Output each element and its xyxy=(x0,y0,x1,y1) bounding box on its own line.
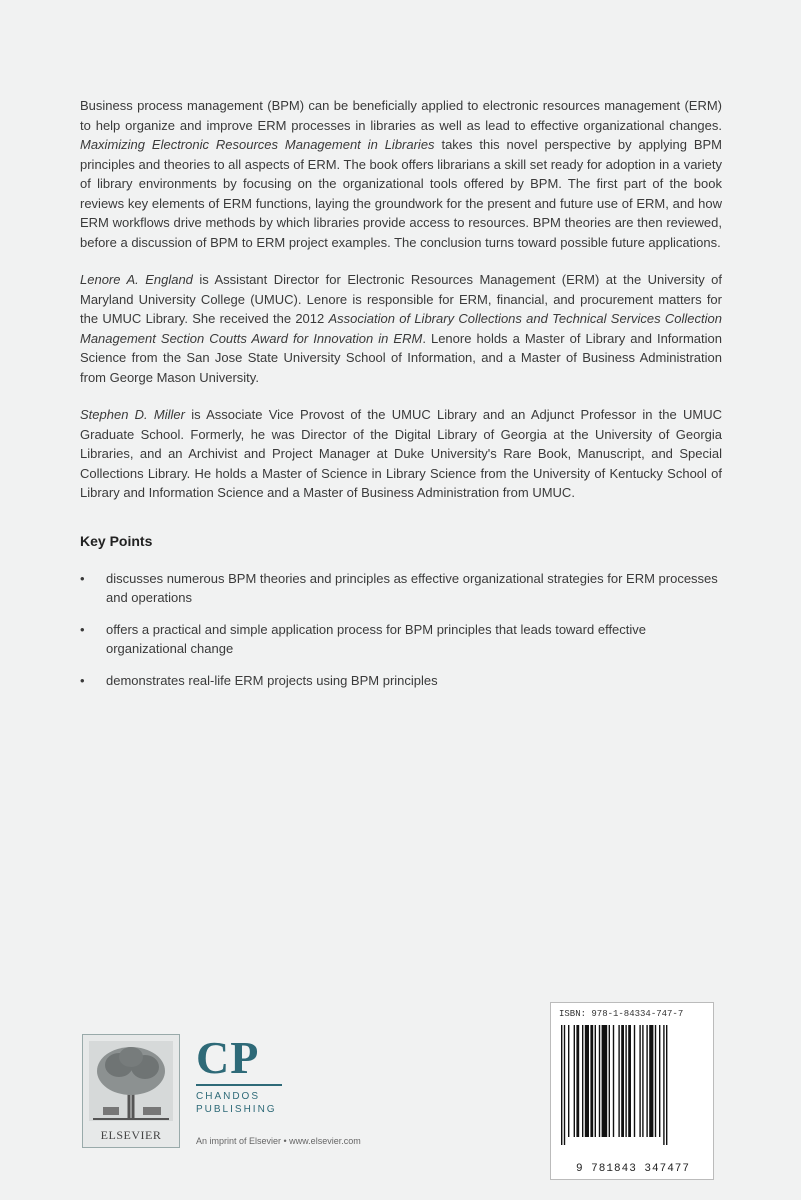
barcode-number: 9 781843 347477 xyxy=(575,1163,691,1175)
barcode-bar xyxy=(663,1025,664,1145)
barcode-bar xyxy=(618,1025,619,1137)
key-point-item xyxy=(80,620,722,659)
barcode-bar xyxy=(639,1025,640,1137)
barcode-bar xyxy=(613,1025,614,1137)
description-text-1: Business process management (BPM) can be beneficially applied to electronic resources management (ERM) to help organize and improve ERM processes in libraries as well as lead to effective organizational changes. xyxy=(80,98,722,133)
key-point-text: offers a practical and simple application process for BPM principles that leads toward effective organizational change xyxy=(106,621,647,656)
barcode-bar xyxy=(642,1025,643,1137)
key-point-text: discusses numerous BPM theories and principles as effective organizational strategies for ERM processes and operations xyxy=(106,570,718,605)
cp-letters: CP xyxy=(196,1032,260,1083)
elsevier-logo xyxy=(82,1034,180,1148)
author-name: Lenore A. England xyxy=(80,272,193,287)
barcode-bar xyxy=(576,1025,579,1137)
barcode-bar xyxy=(590,1025,593,1137)
chandos-logo xyxy=(196,1034,316,1116)
book-description xyxy=(80,96,722,252)
barcode-bar xyxy=(585,1025,589,1137)
key-point-item xyxy=(80,671,722,691)
author-bio-england xyxy=(80,270,722,387)
elsevier-tree-icon xyxy=(89,1041,173,1121)
barcode-bar xyxy=(649,1025,653,1137)
book-title-italic: Maximizing Electronic Resources Management in Libraries xyxy=(80,137,435,152)
barcode-bar xyxy=(634,1025,635,1137)
barcode-bar xyxy=(628,1025,631,1137)
description-text-2: takes this novel perspective by applying BPM principles and theories to all aspects of ERM. The book offers librarians a skill set ready for adoption in a variety of library environments by focusing on the organizational tools offered by BPM. The first part of the book reviews key elements of ERM functions, laying the groundwork for the present and future use of ERM, and how ERM workflows drive methods by which libraries provide access to resources. BPM theories are then reviewed, before a discussion of BPM to ERM project examples. The conclusion turns toward possible future applications. xyxy=(80,137,723,250)
bullet: • xyxy=(80,672,85,688)
barcode-bar xyxy=(574,1025,575,1137)
barcode-bar xyxy=(621,1025,624,1137)
publisher-logos xyxy=(82,1034,482,1154)
author-name: Stephen D. Miller xyxy=(80,407,185,422)
barcode-bars xyxy=(561,1025,703,1145)
elsevier-wordmark: ELSEVIER xyxy=(100,1128,162,1142)
isbn-label: ISBN: 978-1-84334-747-7 xyxy=(559,1009,684,1019)
barcode-bar xyxy=(599,1025,600,1137)
imprint-line: An imprint of Elsevier • www.elsevier.com xyxy=(196,1136,361,1146)
bullet: • xyxy=(80,570,85,586)
award-name: Association of Library Collections and Technical Services Collection Management Section Coutts Award for Innovation in ERM xyxy=(80,311,722,346)
barcode-bar xyxy=(602,1025,608,1137)
barcode-bar xyxy=(625,1025,626,1137)
key-points-list xyxy=(80,569,722,691)
author-bio-text: is Assistant Director for Electronic Resources Management (ERM) at the University of Maryland University College (UMUC). Lenore is responsible for ERM, financial, and procurement matters for the UMUC Library. She received the 2012 xyxy=(80,272,722,326)
barcode-bar xyxy=(659,1025,660,1137)
barcode-bar xyxy=(666,1025,667,1145)
chandos-line: CHANDOS xyxy=(196,1091,261,1102)
barcode-bar xyxy=(646,1025,647,1137)
barcode-bar xyxy=(582,1025,583,1137)
isbn-barcode xyxy=(550,1002,714,1180)
bullet: • xyxy=(80,621,85,637)
barcode-bar xyxy=(655,1025,656,1137)
author-bio-text: . Lenore holds a Master of Library and Information Science from the San Jose State University School of Information, and a Master of Business Administration from George Mason University. xyxy=(80,330,722,385)
back-cover-text xyxy=(80,96,722,702)
key-point-text: demonstrates real-life ERM projects using BPM principles xyxy=(106,672,438,688)
barcode-bar xyxy=(561,1025,562,1145)
author-bio-text: is Associate Vice Provost of the UMUC Library and an Adjunct Professor in the UMUC Graduate School. Formerly, he was Director of the Digital Library of Georgia at the University of Georgia Libraries, and an Archivist and Project Manager at Duke University's Rare Book, Manuscript, and Special Collections Library. He holds a Master of Science in Library Science from the University of Kentucky School of Library and Information Science and a Master of Business Administration from UMUC. xyxy=(80,407,722,500)
author-bio-miller xyxy=(80,405,722,503)
key-point-item xyxy=(80,569,722,608)
cp-rule xyxy=(196,1084,282,1086)
key-points-heading: Key Points xyxy=(80,532,153,549)
barcode-bar xyxy=(564,1025,565,1145)
publishing-line: PUBLISHING xyxy=(196,1104,277,1115)
barcode-bar xyxy=(609,1025,610,1137)
barcode-bar xyxy=(568,1025,569,1137)
barcode-bar xyxy=(595,1025,596,1137)
